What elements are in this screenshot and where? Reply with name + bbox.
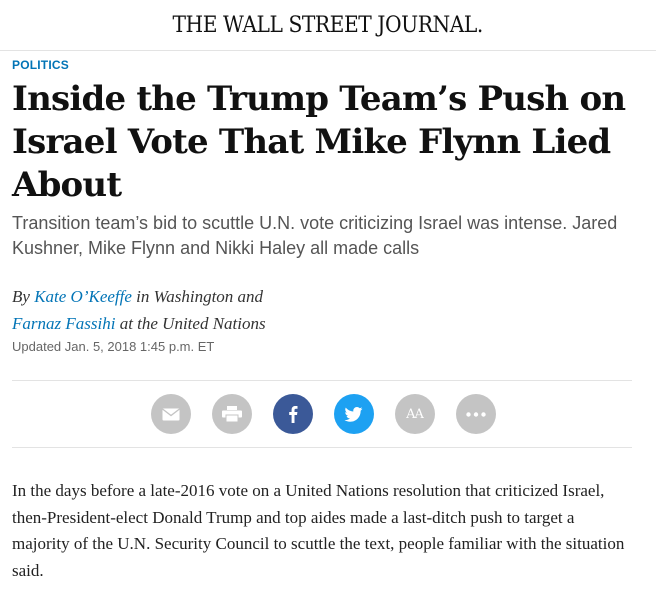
twitter-icon xyxy=(344,407,363,422)
masthead xyxy=(0,0,656,51)
more-icon xyxy=(466,412,486,417)
headline: Inside the Trump Team’s Push on Israel Vote That Mike Flynn Lied About xyxy=(12,79,626,205)
article xyxy=(12,58,634,601)
facebook-icon xyxy=(288,405,298,423)
timestamp: Updated Jan. 5, 2018 1:45 p.m. ET xyxy=(12,339,215,354)
printer-icon xyxy=(222,406,242,422)
byline xyxy=(12,283,634,337)
divider-bottom xyxy=(12,447,632,448)
dek-subheadline: Transition team’s bid to scuttle U.N. vote criticizing Israel was intense. Jared Kushner, Mike Flynn and Nikki Haley all made calls xyxy=(12,213,618,258)
section-label[interactable]: POLITICS xyxy=(12,58,69,72)
text-size-button[interactable] xyxy=(395,394,435,434)
more-options-button[interactable] xyxy=(456,394,496,434)
byline-by: By xyxy=(12,287,30,306)
print-button[interactable] xyxy=(212,394,252,434)
twitter-share-button[interactable] xyxy=(334,394,374,434)
byline-location-2: at the United Nations xyxy=(119,314,266,333)
text-size-icon: AA xyxy=(406,406,423,422)
byline-location-1: in Washington and xyxy=(136,287,264,306)
share-toolbar xyxy=(12,381,634,447)
email-share-button[interactable] xyxy=(151,394,191,434)
article-body-paragraph: In the days before a late-2016 vote on a United Nations resolution that criticized Israel, then-President-elect Donald Trump and top aides made a last-ditch push to target a majority of the U.N. Security Council to scuttle the text, people familiar with the situation said. xyxy=(12,481,625,580)
masthead-logo[interactable]: THE WALL STREET JOURNAL. xyxy=(172,12,484,38)
facebook-share-button[interactable] xyxy=(273,394,313,434)
author-link-farnaz-fassihi[interactable]: Farnaz Fassihi xyxy=(12,314,116,333)
envelope-icon xyxy=(162,408,180,421)
author-link-kate-okeeffe[interactable]: Kate O’Keeffe xyxy=(34,287,132,306)
